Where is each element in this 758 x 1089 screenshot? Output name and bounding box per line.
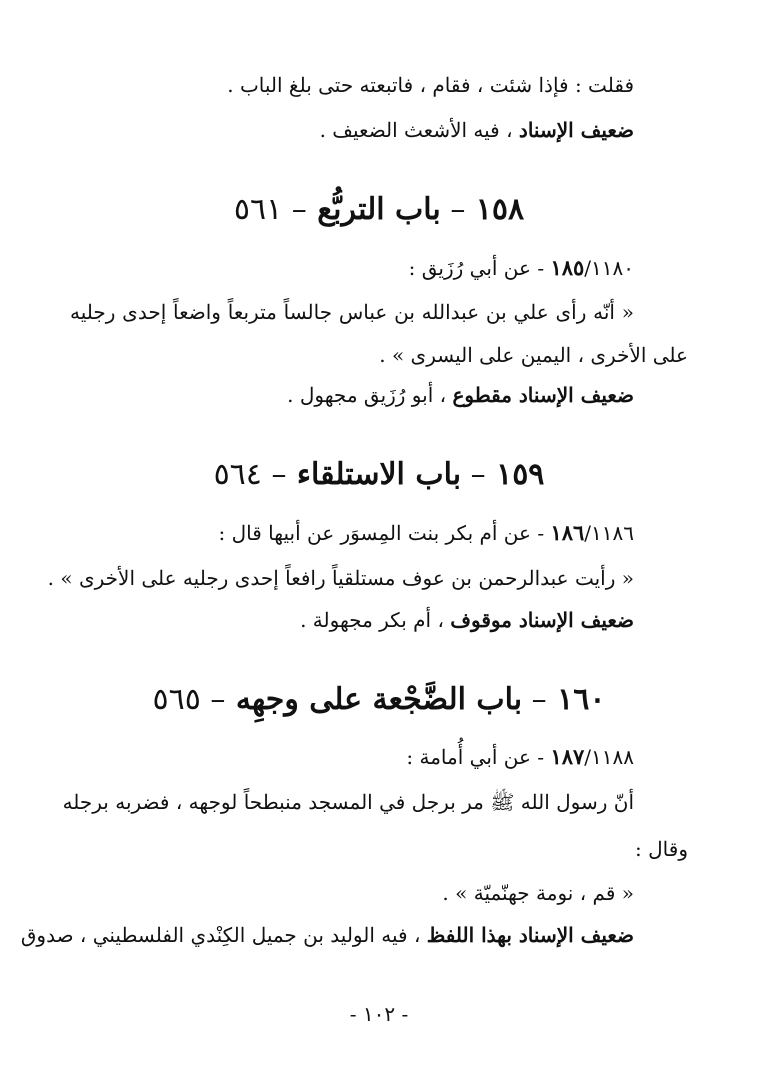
- hadith-grade-line: [20, 920, 634, 950]
- chapter-heading-159: ١٥٩ – باب الاستلقاء – ٥٦٤: [213, 457, 545, 492]
- hadith-grade-line: [300, 605, 634, 635]
- page-number: [0, 1000, 758, 1028]
- grade-label: ضعيف الإسناد مقطوع: [452, 383, 634, 407]
- hadith-header-186: [219, 518, 634, 548]
- page-number-text: - ١٠٢ -: [349, 1002, 409, 1026]
- chapter-heading-158: ١٥٨ – باب التربُّع – ٥٦١: [233, 192, 525, 227]
- hadith-header-185: [409, 253, 634, 283]
- chapter-heading-160: ١٦٠ – باب الضَّجْعة على وجهِه – ٥٦٥: [152, 682, 606, 717]
- grade-label: ضعيف الإسناد: [518, 118, 634, 142]
- hadith-text: وقال :: [635, 837, 688, 861]
- grade-text: ، فيه الأشعث الضعيف .: [319, 118, 513, 142]
- hadith-header-187: [406, 742, 634, 772]
- chapter-number: ١٥٩: [496, 457, 545, 492]
- hadith-text-line: [48, 563, 634, 593]
- hadith-text-line: [70, 297, 634, 327]
- hadith-grade-line: [287, 380, 634, 410]
- hadith-text-line: [62, 787, 634, 817]
- chapter-number: ١٥٨: [475, 192, 525, 227]
- intro-text: فقلت : فإذا شئت ، فقام ، فاتبعته حتى بلغ الباب .: [227, 73, 634, 97]
- hadith-ref: /١١٨٦ - عن أم بكر بنت المِسوَر عن أبيها قال :: [218, 521, 634, 545]
- hadith-text: على الأخرى ، اليمين على اليسرى » .: [379, 343, 688, 367]
- hadith-text: « أنّه رأى علي بن عبدالله بن عباس جالساً متربعاً واضعاً إحدى رجليه: [70, 300, 634, 324]
- hadith-number: ١٨٦: [550, 520, 585, 545]
- hadith-text: « رأيت عبدالرحمن بن عوف مستلقياً رافعاً إحدى رجليه على الأخرى » .: [47, 566, 634, 590]
- chapter-ref: ٥٦١: [233, 192, 283, 227]
- hadith-text-line: [635, 834, 688, 864]
- intro-line: [227, 70, 634, 100]
- chapter-title: باب الضَّجْعة على وجهِه: [235, 682, 523, 717]
- hadith-number: ١٨٥: [550, 255, 585, 280]
- chapter-title: باب التربُّع: [317, 192, 441, 227]
- chapter-ref: ٥٦٤: [213, 457, 262, 492]
- grade-text: ، أبو رُزَيق مجهول .: [287, 383, 447, 407]
- hadith-number: ١٨٧: [550, 744, 585, 769]
- grade-label: ضعيف الإسناد بهذا اللفظ: [426, 923, 634, 947]
- intro-grade-line: [320, 115, 634, 145]
- chapter-number: ١٦٠: [557, 682, 606, 717]
- chapter-title: باب الاستلقاء: [296, 457, 462, 492]
- grade-text: ، فيه الوليد بن جميل الكِنْدي الفلسطيني ، صدوق: [20, 923, 421, 947]
- hadith-text: « قم ، نومة جهنّميّة » .: [442, 881, 634, 905]
- hadith-ref: /١١٨٠ - عن أبي رُزَيق :: [408, 256, 634, 280]
- hadith-ref: /١١٨٨ - عن أبي أُمامة :: [406, 745, 634, 769]
- hadith-text-line: [442, 878, 634, 908]
- grade-label: ضعيف الإسناد موقوف: [450, 608, 634, 632]
- chapter-ref: ٥٦٥: [152, 682, 201, 717]
- grade-text: ، أم بكر مجهولة .: [300, 608, 444, 632]
- hadith-text-line: [379, 340, 688, 370]
- hadith-text: أنّ رسول الله ﷺ مر برجل في المسجد منبطحاً لوجهه ، فضربه برجله: [62, 790, 634, 814]
